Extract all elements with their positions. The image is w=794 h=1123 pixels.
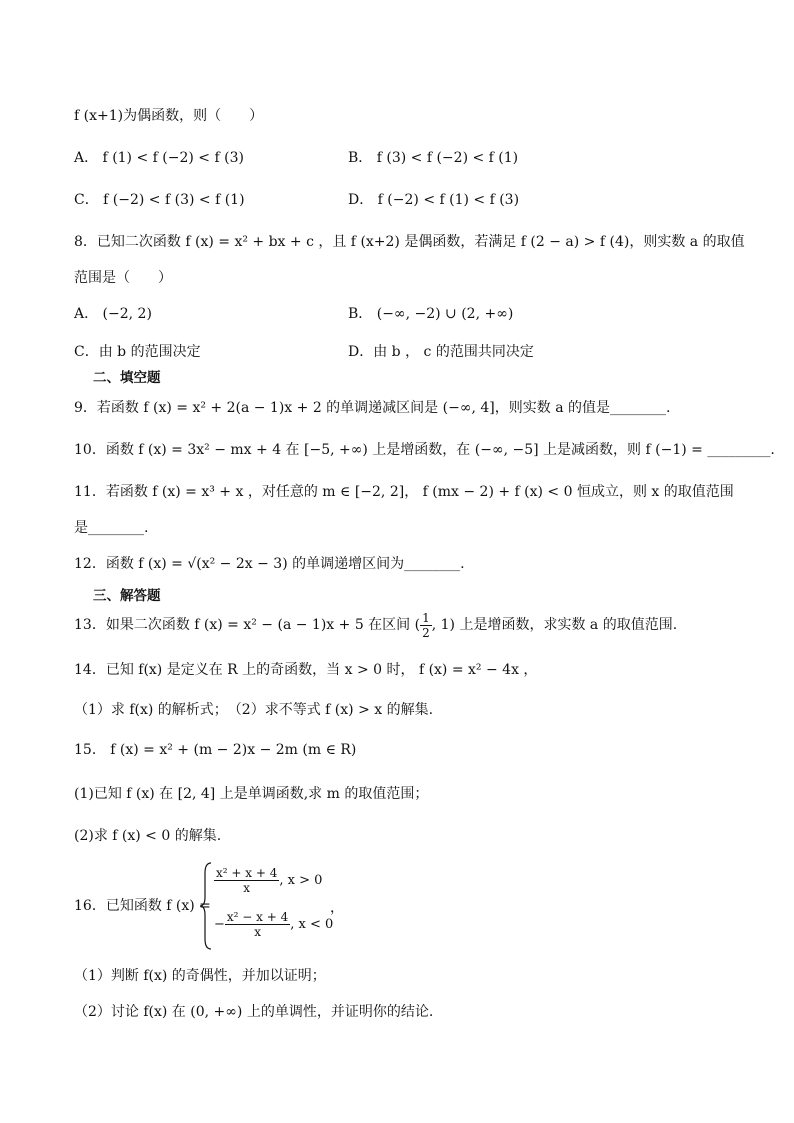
q16-case2-num: x² − x + 4 <box>226 910 289 924</box>
q7-option-b: B． f (3) < f (−2) < f (1) <box>348 150 519 166</box>
q16-case2-sign: − <box>214 917 225 932</box>
q16-case1-cond: , x > 0 <box>279 873 323 888</box>
question-12: 12．函数 f (x) = √(x² − 2x − 3) 的单调递增区间为________. <box>74 556 465 572</box>
q13-fraction <box>420 611 432 640</box>
q8-option-a: A． (−2, 2) <box>74 306 152 322</box>
q11-line1: 11．若函数 f (x) = x³ + x ，对任意的 m ∈ [−2, 2]， f (mx − 2) + f (x) < 0 恒成立，则 x 的取值范围 <box>74 484 734 500</box>
q16-case1-den: x <box>243 881 251 895</box>
q8-option-b: B． (−∞, −2) ∪ (2, +∞) <box>348 306 514 322</box>
q14-line2: （1）求 f(x) 的解析式； （2）求不等式 f (x) > x 的解集. <box>74 702 434 718</box>
q16-case2-den: x <box>254 925 261 939</box>
q11-line2: 是________. <box>74 520 149 536</box>
q16-part1: （1）判断 f(x) 的奇偶性，并加以证明； <box>74 968 326 984</box>
q7-option-d: D． f (−2) < f (1) < f (3) <box>348 192 520 208</box>
q16-part2: （2）讨论 f(x) 在 (0, +∞) 上的单调性，并证明你的结论. <box>74 1004 434 1020</box>
q16-comma: ， <box>330 900 344 916</box>
q8-option-d: D．由 b ， c 的范围共同决定 <box>348 344 534 360</box>
q7-stem-tail: f (x+1)为偶函数，则（ ） <box>74 108 264 124</box>
piecewise-brace <box>199 861 213 951</box>
q13-fraction-num: 1 <box>422 610 430 625</box>
q8-stem-line1: 8．已知二次函数 f (x) = x² + bx + c ，且 f (x+2) 是偶函数，若满足 f (2 − a) > f (4)，则实数 a 的取值 <box>74 234 745 250</box>
q13-text-pre: 13．如果二次函数 f (x) = x² − (a − 1)x + 5 在区间 ( <box>74 617 421 633</box>
q15-line3: (2)求 f (x) < 0 的解集. <box>74 828 222 844</box>
q16-case2-cond: , x < 0 <box>290 917 334 932</box>
q15-line1: 15． f (x) = x² + (m − 2)x − 2m (m ∈ R) <box>74 742 357 758</box>
section-fill-blank-title: 二、填空题 <box>93 370 161 386</box>
q16-case-1 <box>214 866 322 895</box>
q16-case-2 <box>214 910 333 939</box>
question-13 <box>74 610 677 640</box>
q7-option-c: C． f (−2) < f (3) < f (1) <box>74 192 245 208</box>
q8-stem-line2: 范围是（ ） <box>74 270 172 286</box>
q13-fraction-den: 2 <box>422 625 430 640</box>
q15-line2: (1)已知 f (x) 在 [2, 4] 上是单调函数,求 m 的取值范围； <box>74 786 429 802</box>
q8-option-c: C．由 b 的范围决定 <box>74 344 201 360</box>
q7-option-a: A． f (1) < f (−2) < f (3) <box>74 150 244 166</box>
question-9: 9．若函数 f (x) = x² + 2(a − 1)x + 2 的单调递减区间是 (−∞, 4]，则实数 a 的值是________. <box>74 400 671 416</box>
q16-case2-fraction <box>225 910 290 939</box>
q14-line1: 14．已知 f(x) 是定义在 R 上的奇函数，当 x > 0 时， f (x) = x² − 4x ， <box>74 662 538 678</box>
q13-text-post: , 1) 上是增函数，求实数 a 的取值范围. <box>431 617 678 633</box>
question-10: 10．函数 f (x) = 3x² − mx + 4 在 [−5, +∞) 上是增函数，在 (−∞, −5] 上是减函数，则 f (−1) = _________. <box>74 442 775 458</box>
q16-case1-fraction <box>214 866 279 895</box>
q16-stem: 16．已知函数 f (x) = <box>74 898 211 914</box>
q16-case1-num: x² + x + 4 <box>216 866 278 880</box>
section-answer-title: 三、解答题 <box>93 588 161 604</box>
